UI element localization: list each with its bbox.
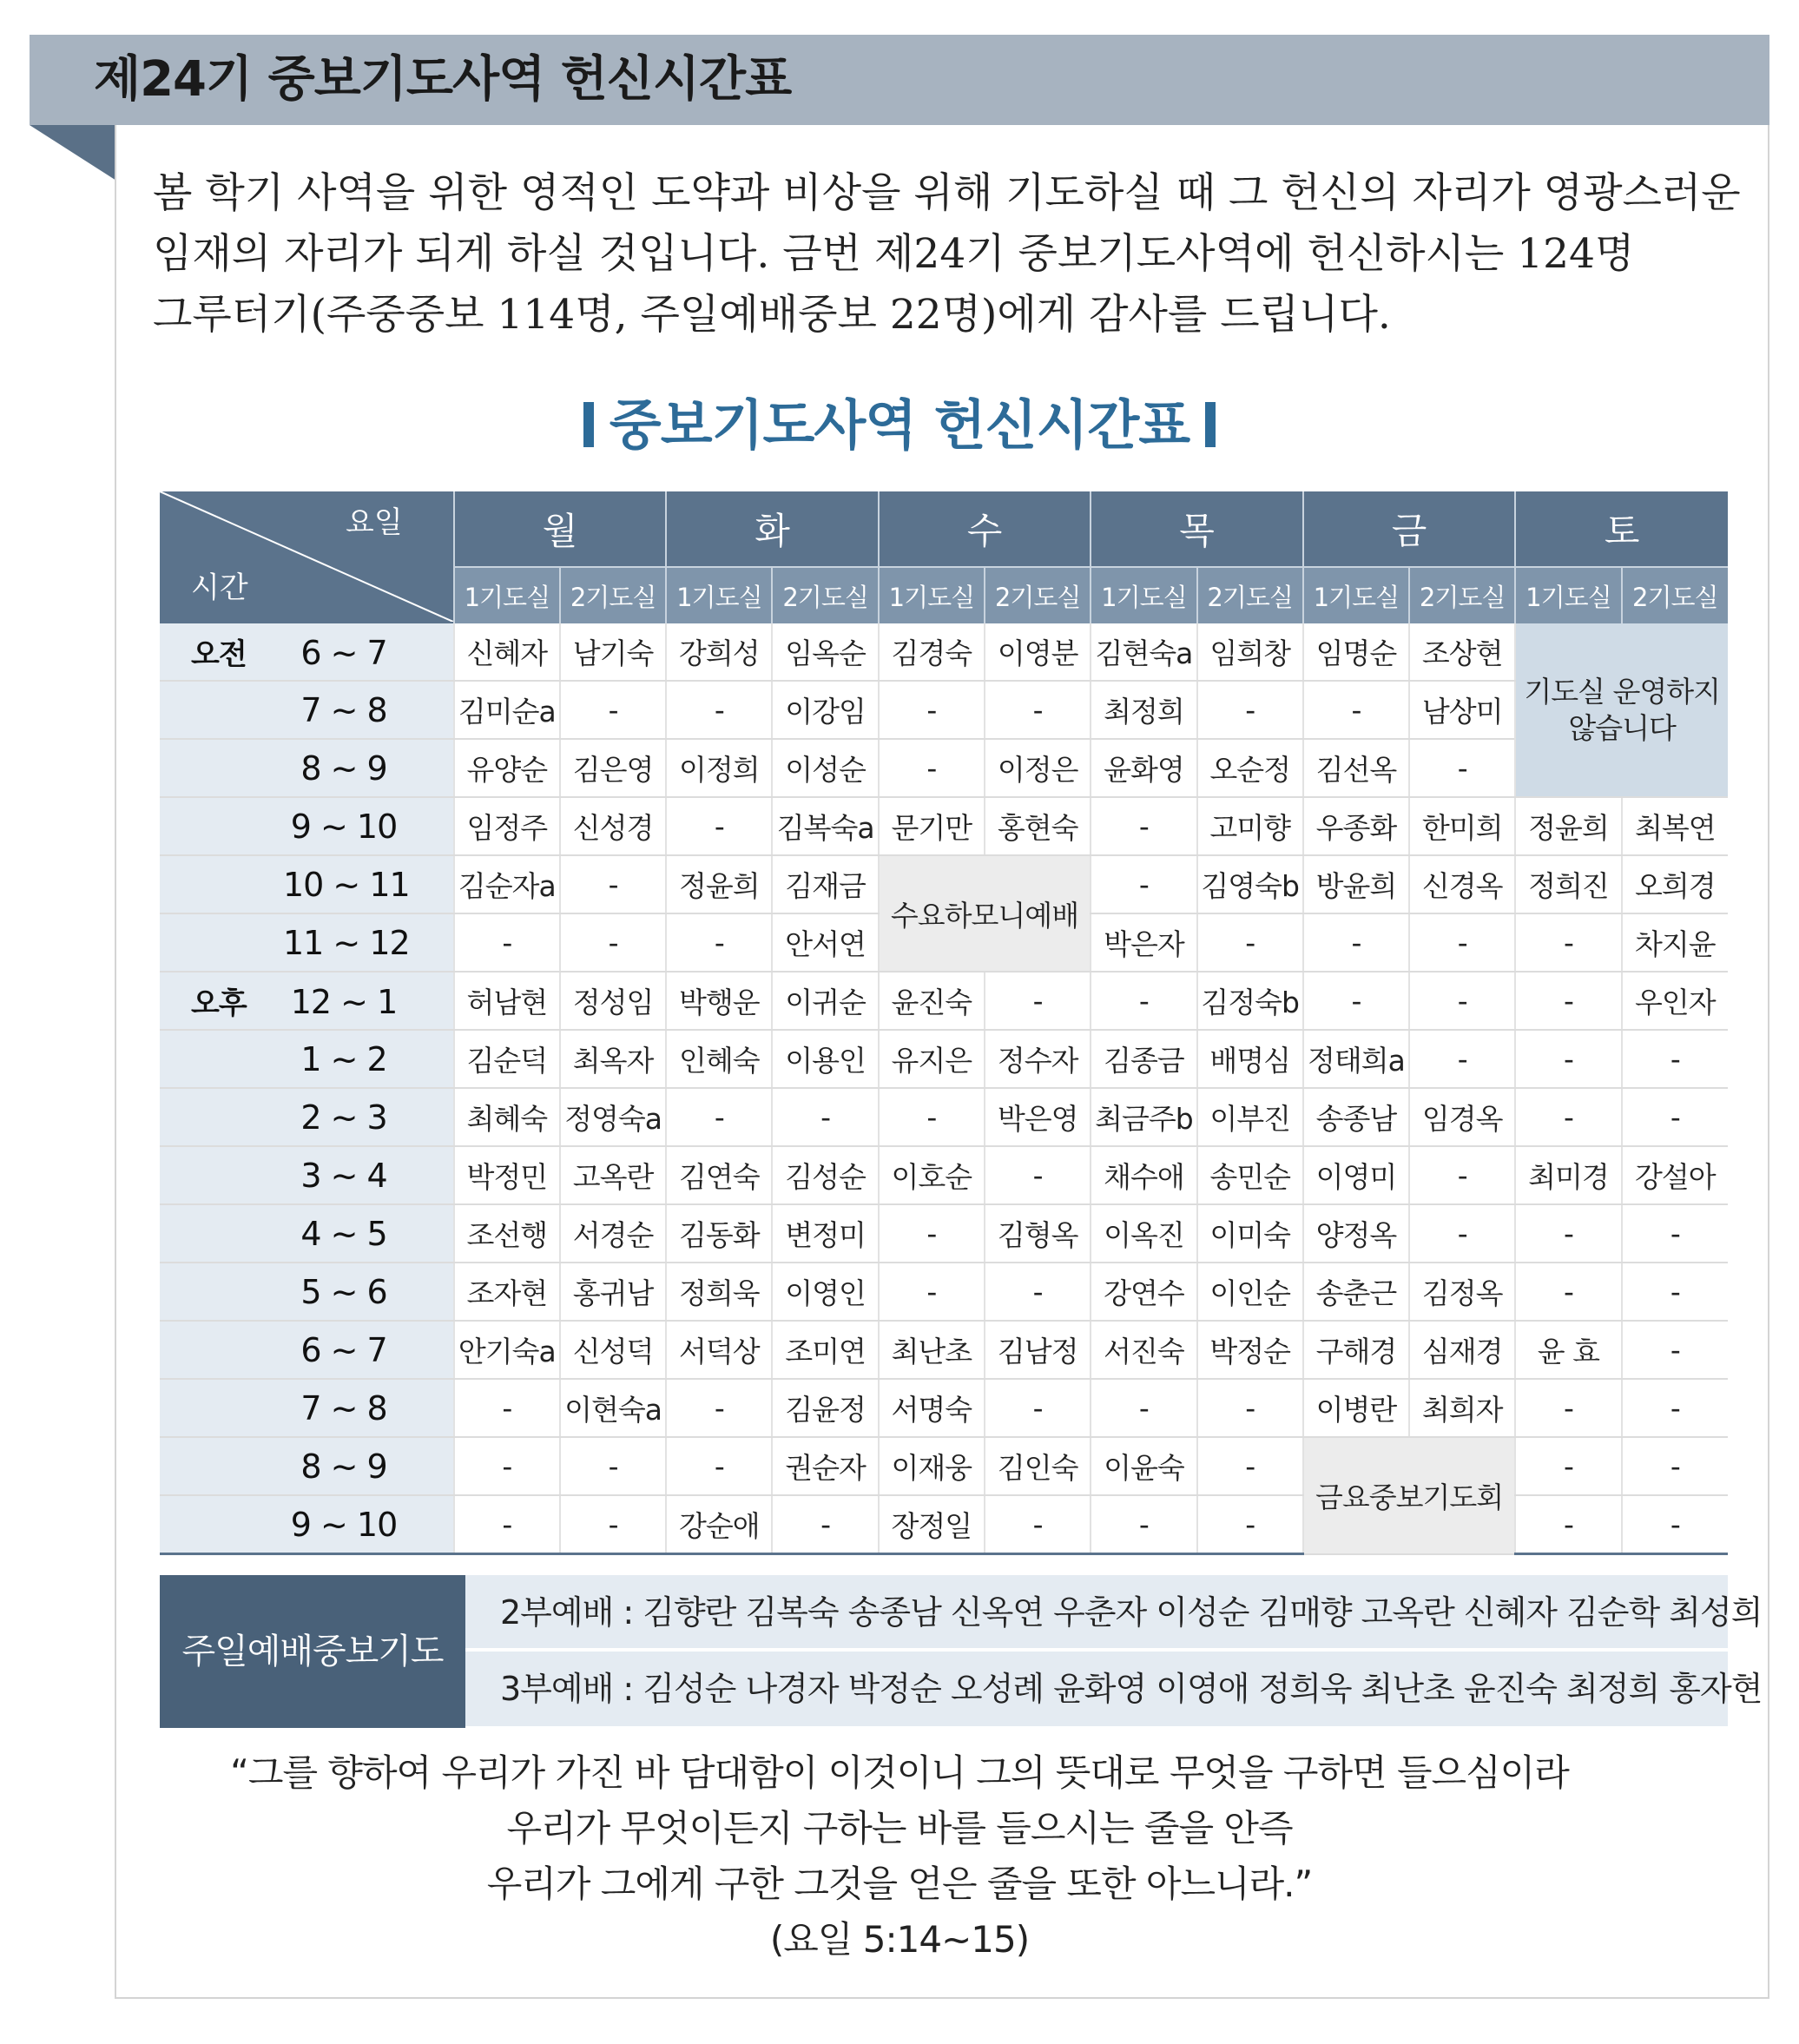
- schedule-cell: 최복연: [1622, 797, 1728, 855]
- schedule-cell: -: [1409, 1030, 1515, 1088]
- schedule-cell: 양정옥: [1303, 1204, 1409, 1263]
- schedule-cell: -: [560, 1495, 666, 1554]
- schedule-cell: 이영인: [772, 1263, 878, 1321]
- schedule-cell: 김현숙a: [1091, 623, 1196, 681]
- schedule-cell: 박행운: [666, 972, 772, 1030]
- sunday-row-2nd-service: 2부예배 : 김향란 김복숙 송종남 신옥연 우춘자 이성순 김매향 고옥란 신혜자 김순학 최성희: [465, 1575, 1728, 1650]
- schedule-cell: -: [1091, 1495, 1196, 1554]
- schedule-cell: -: [1091, 855, 1196, 913]
- time-slot: [160, 1263, 454, 1321]
- schedule-cell: -: [1515, 1379, 1621, 1437]
- schedule-cell: 정영숙a: [560, 1088, 666, 1146]
- schedule-cell: 신성경: [560, 797, 666, 855]
- schedule-cell: -: [1515, 913, 1621, 972]
- schedule-cell: 송종남: [1303, 1088, 1409, 1146]
- wednesday-service: 수요하모니예배: [879, 855, 1091, 972]
- schedule-cell: 김윤정: [772, 1379, 878, 1437]
- schedule-cell: 이호순: [879, 1146, 985, 1204]
- schedule-cell: 오순정: [1197, 739, 1303, 797]
- schedule-cell: -: [1515, 1204, 1621, 1263]
- schedule-cell: 이옥진: [1091, 1204, 1196, 1263]
- room-header: 1기도실: [1303, 567, 1409, 623]
- time-slot: [160, 623, 454, 681]
- schedule-cell: -: [1622, 1030, 1728, 1088]
- table-row: [160, 797, 1728, 855]
- schedule-cell: -: [1303, 913, 1409, 972]
- schedule-cell: -: [560, 855, 666, 913]
- schedule-cell: 오희경: [1622, 855, 1728, 913]
- time-range: 8 ~ 9: [300, 1447, 387, 1486]
- schedule-cell: 서덕상: [666, 1321, 772, 1379]
- table-row: [160, 1146, 1728, 1204]
- schedule-cell: -: [985, 1146, 1091, 1204]
- time-range: 11 ~ 12: [283, 923, 410, 962]
- schedule-cell: -: [879, 1088, 985, 1146]
- schedule-cell: -: [560, 913, 666, 972]
- schedule-cell: 김은영: [560, 739, 666, 797]
- schedule-cell: 정수자: [985, 1030, 1091, 1088]
- schedule-cell: 김연숙: [666, 1146, 772, 1204]
- verse-reference: (요일 5:14~15): [769, 1918, 1030, 1961]
- schedule-cell: 조미연: [772, 1321, 878, 1379]
- schedule-cell: 조상현: [1409, 623, 1515, 681]
- schedule-cell: -: [1091, 972, 1196, 1030]
- schedule-cell: -: [1303, 681, 1409, 739]
- schedule-cell: 김정숙b: [1197, 972, 1303, 1030]
- schedule-cell: 김복숙a: [772, 797, 878, 855]
- schedule-cell: -: [1622, 1379, 1728, 1437]
- schedule-cell: -: [1409, 739, 1515, 797]
- schedule-cell: 남기숙: [560, 623, 666, 681]
- time-slot: [160, 739, 454, 797]
- schedule-cell: -: [1409, 972, 1515, 1030]
- period-label: 오전: [191, 637, 247, 672]
- schedule-cell: 한미희: [1409, 797, 1515, 855]
- schedule-cell: -: [454, 1379, 560, 1437]
- schedule-cell: 조선행: [454, 1204, 560, 1263]
- friday-prayer-meeting: 금요중보기도회: [1303, 1437, 1516, 1554]
- verse-line: “그를 향하여 우리가 가진 바 담대함이 이것이니 그의 뜻대로 무엇을 구하면 들으심이라: [230, 1751, 1569, 1794]
- schedule-cell: -: [985, 1263, 1091, 1321]
- schedule-cell: 구해경: [1303, 1321, 1409, 1379]
- schedule-cell: 김순자a: [454, 855, 560, 913]
- schedule-cell: 이영미: [1303, 1146, 1409, 1204]
- schedule-cell: 신경옥: [1409, 855, 1515, 913]
- verse-line: 우리가 무엇이든지 구하는 바를 들으시는 줄을 안즉: [506, 1807, 1293, 1849]
- schedule-cell: 허남현: [454, 972, 560, 1030]
- time-slot: [160, 855, 454, 913]
- corner-time-label: 시간: [191, 570, 248, 605]
- room-header: 2기도실: [1409, 567, 1515, 623]
- schedule-cell: -: [879, 1204, 985, 1263]
- schedule-cell: 이성순: [772, 739, 878, 797]
- room-header: 1기도실: [1091, 567, 1196, 623]
- schedule-cell: 남상미: [1409, 681, 1515, 739]
- intro-line: 그루터기(주중중보 114명, 주일예배중보 22명)에게 감사를 드립니다.: [153, 291, 1391, 339]
- schedule-cell: 임옥순: [772, 623, 878, 681]
- schedule-cell: 임희창: [1197, 623, 1303, 681]
- schedule-cell: 이병란: [1303, 1379, 1409, 1437]
- schedule-cell: 임정주: [454, 797, 560, 855]
- schedule-cell: 변정미: [772, 1204, 878, 1263]
- schedule-cell: -: [1515, 1495, 1621, 1554]
- schedule-cell: 방윤희: [1303, 855, 1409, 913]
- time-range: 1 ~ 2: [300, 1039, 387, 1078]
- time-slot: [160, 1321, 454, 1379]
- schedule-cell: 정윤희: [666, 855, 772, 913]
- schedule-cell: -: [454, 1437, 560, 1495]
- schedule-cell: 송춘근: [1303, 1263, 1409, 1321]
- table-row: [160, 972, 1728, 1030]
- schedule-cell: 김정옥: [1409, 1263, 1515, 1321]
- table-row: [160, 1379, 1728, 1437]
- schedule-cell: 심재경: [1409, 1321, 1515, 1379]
- schedule-cell: -: [772, 1088, 878, 1146]
- time-range: 6 ~ 7: [300, 634, 387, 672]
- room-header: 2기도실: [985, 567, 1091, 623]
- schedule-cell: 이인순: [1197, 1263, 1303, 1321]
- schedule-cell: -: [1197, 1379, 1303, 1437]
- schedule-cell: 유양순: [454, 739, 560, 797]
- schedule-cell: 서경순: [560, 1204, 666, 1263]
- schedule-cell: 김종금: [1091, 1030, 1196, 1088]
- schedule-cell: 최난초: [879, 1321, 985, 1379]
- time-range: 7 ~ 8: [300, 690, 387, 729]
- schedule-cell: 안기숙a: [454, 1321, 560, 1379]
- time-slot: [160, 1088, 454, 1146]
- table-row: [160, 1321, 1728, 1379]
- schedule-cell: -: [1197, 913, 1303, 972]
- schedule-cell: -: [666, 1437, 772, 1495]
- schedule-cell: -: [1622, 1204, 1728, 1263]
- schedule-cell: 고미향: [1197, 797, 1303, 855]
- schedule-cell: 장정일: [879, 1495, 985, 1554]
- schedule-cell: 이정희: [666, 739, 772, 797]
- time-range: 6 ~ 7: [300, 1330, 387, 1369]
- room-header: 1기도실: [666, 567, 772, 623]
- bible-verse: [0, 1745, 1799, 1968]
- schedule-cell: 정태희a: [1303, 1030, 1409, 1088]
- schedule-cell: -: [454, 1495, 560, 1554]
- schedule-cell: 안서연: [772, 913, 878, 972]
- time-slot: [160, 681, 454, 739]
- section-title: [0, 382, 1799, 459]
- schedule-cell: 박정순: [1197, 1321, 1303, 1379]
- schedule-cell: 김미순a: [454, 681, 560, 739]
- schedule-cell: 유지은: [879, 1030, 985, 1088]
- time-slot: [160, 1204, 454, 1263]
- schedule-cell: 최혜숙: [454, 1088, 560, 1146]
- schedule-cell: -: [879, 1263, 985, 1321]
- schedule-cell: 정성임: [560, 972, 666, 1030]
- schedule-cell: 김경숙: [879, 623, 985, 681]
- schedule-cell: 차지윤: [1622, 913, 1728, 972]
- schedule-cell: 김남정: [985, 1321, 1091, 1379]
- title-bar-right: [1205, 402, 1216, 447]
- table-row: [160, 739, 1728, 797]
- schedule-cell: -: [1409, 1146, 1515, 1204]
- schedule-cell: -: [454, 913, 560, 972]
- schedule-cell: 박정민: [454, 1146, 560, 1204]
- day-header: 화: [666, 491, 879, 567]
- schedule-cell: -: [1091, 797, 1196, 855]
- sunday-label: 주일예배중보기도: [160, 1575, 465, 1728]
- room-header: 2기도실: [1622, 567, 1728, 623]
- schedule-cell: 최정희: [1091, 681, 1196, 739]
- day-header: 금: [1303, 491, 1516, 567]
- section-title-text: 중보기도사역 헌신시간표: [609, 393, 1190, 457]
- schedule-cell: -: [1303, 972, 1409, 1030]
- table-row: [160, 1204, 1728, 1263]
- verse-line: 우리가 그에게 구한 그것을 얻은 줄을 또한 아느니라.”: [486, 1863, 1313, 1905]
- schedule-cell: 인혜숙: [666, 1030, 772, 1088]
- schedule-cell: 이윤숙: [1091, 1437, 1196, 1495]
- schedule-cell: 강연수: [1091, 1263, 1196, 1321]
- time-slot: [160, 972, 454, 1030]
- intro-paragraph: [153, 163, 1742, 346]
- sunday-row-3rd-service: 3부예배 : 김성순 나경자 박정순 오성례 윤화영 이영애 정희욱 최난초 윤진숙 최정희 홍자현: [465, 1652, 1728, 1726]
- schedule-cell: 우인자: [1622, 972, 1728, 1030]
- schedule-cell: 임명순: [1303, 623, 1409, 681]
- schedule-cell: 권순자: [772, 1437, 878, 1495]
- schedule-cell: -: [985, 681, 1091, 739]
- table-row: [160, 681, 1728, 739]
- schedule-cell: -: [1409, 913, 1515, 972]
- page-title: 제24기 중보기도사역 헌신시간표: [94, 51, 792, 108]
- schedule-cell: 강설아: [1622, 1146, 1728, 1204]
- room-header: 2기도실: [1197, 567, 1303, 623]
- day-header: 수: [879, 491, 1091, 567]
- schedule-cell: 최옥자: [560, 1030, 666, 1088]
- schedule-cell: 박은영: [985, 1088, 1091, 1146]
- time-range: 9 ~ 10: [290, 807, 398, 846]
- schedule-cell: 강순애: [666, 1495, 772, 1554]
- table-row: [160, 1088, 1728, 1146]
- schedule-cell: -: [1622, 1321, 1728, 1379]
- schedule-cell: -: [1622, 1437, 1728, 1495]
- room-header: 2기도실: [560, 567, 666, 623]
- schedule-cell: 고옥란: [560, 1146, 666, 1204]
- room-header: 1기도실: [454, 567, 560, 623]
- schedule-cell: -: [1515, 1030, 1621, 1088]
- closed-notice: 기도실 운영하지 않습니다: [1515, 623, 1728, 797]
- schedule-table: [160, 491, 1728, 1555]
- schedule-cell: -: [1197, 681, 1303, 739]
- schedule-cell: 윤화영: [1091, 739, 1196, 797]
- schedule-cell: 강희성: [666, 623, 772, 681]
- schedule-cell: -: [1622, 1263, 1728, 1321]
- schedule-cell: -: [1091, 1379, 1196, 1437]
- time-range: 3 ~ 4: [300, 1156, 387, 1195]
- schedule-cell: -: [1515, 1263, 1621, 1321]
- schedule-cell: 이현숙a: [560, 1379, 666, 1437]
- schedule-cell: 박은자: [1091, 913, 1196, 972]
- schedule-cell: 홍귀남: [560, 1263, 666, 1321]
- time-slot: [160, 1146, 454, 1204]
- schedule-cell: 임경옥: [1409, 1088, 1515, 1146]
- schedule-cell: -: [1515, 1437, 1621, 1495]
- schedule-cell: 이영분: [985, 623, 1091, 681]
- schedule-cell: 김동화: [666, 1204, 772, 1263]
- schedule-cell: -: [985, 972, 1091, 1030]
- schedule-cell: 채수애: [1091, 1146, 1196, 1204]
- time-slot: [160, 1437, 454, 1495]
- schedule-cell: -: [772, 1495, 878, 1554]
- time-slot: [160, 1379, 454, 1437]
- schedule-cell: 김인숙: [985, 1437, 1091, 1495]
- schedule-cell: 김순덕: [454, 1030, 560, 1088]
- time-range: 12 ~ 1: [290, 983, 398, 1021]
- schedule-cell: -: [985, 1379, 1091, 1437]
- header-fold-corner: [30, 125, 116, 181]
- schedule-cell: 이재웅: [879, 1437, 985, 1495]
- schedule-cell: 이용인: [772, 1030, 878, 1088]
- schedule-cell: -: [1622, 1495, 1728, 1554]
- table-row: [160, 1437, 1728, 1495]
- schedule-cell: -: [1197, 1495, 1303, 1554]
- schedule-cell: 김성순: [772, 1146, 878, 1204]
- title-bar-left: [583, 402, 594, 447]
- schedule-cell: -: [666, 1379, 772, 1437]
- time-range: 8 ~ 9: [300, 748, 387, 788]
- schedule-cell: 문기만: [879, 797, 985, 855]
- schedule-cell: 우종화: [1303, 797, 1409, 855]
- schedule-cell: 김영숙b: [1197, 855, 1303, 913]
- schedule-cell: 서진숙: [1091, 1321, 1196, 1379]
- schedule-cell: 신성덕: [560, 1321, 666, 1379]
- room-header: 1기도실: [879, 567, 985, 623]
- time-range: 10 ~ 11: [283, 865, 410, 904]
- room-header: 2기도실: [772, 567, 878, 623]
- schedule-cell: -: [560, 681, 666, 739]
- corner-cell: [160, 491, 454, 623]
- time-range: 4 ~ 5: [300, 1214, 387, 1253]
- schedule-cell: 김선옥: [1303, 739, 1409, 797]
- schedule-cell: 김형옥: [985, 1204, 1091, 1263]
- schedule-cell: 이미숙: [1197, 1204, 1303, 1263]
- schedule-cell: 정희진: [1515, 855, 1621, 913]
- period-label: 오후: [191, 986, 247, 1021]
- frame-border-bottom: [115, 1997, 1769, 1999]
- day-header: 월: [454, 491, 667, 567]
- schedule-cell: 홍현숙: [985, 797, 1091, 855]
- schedule-cell: 서명숙: [879, 1379, 985, 1437]
- room-header: 1기도실: [1515, 567, 1621, 623]
- schedule-cell: -: [879, 739, 985, 797]
- time-slot: [160, 797, 454, 855]
- schedule-cell: 이정은: [985, 739, 1091, 797]
- schedule-cell: -: [1409, 1204, 1515, 1263]
- table-row: [160, 1030, 1728, 1088]
- schedule-cell: 조자현: [454, 1263, 560, 1321]
- schedule-cell: 신혜자: [454, 623, 560, 681]
- intro-line: 봄 학기 사역을 위한 영적인 도약과 비상을 위해 기도하실 때 그 헌신의 자리가 영광스러운: [153, 169, 1741, 217]
- schedule-cell: 이부진: [1197, 1088, 1303, 1146]
- time-range: 2 ~ 3: [300, 1098, 387, 1137]
- schedule-cell: -: [1197, 1437, 1303, 1495]
- schedule-cell: 정희욱: [666, 1263, 772, 1321]
- time-slot: [160, 913, 454, 972]
- schedule-cell: -: [985, 1495, 1091, 1554]
- schedule-cell: 정윤희: [1515, 797, 1621, 855]
- time-range: 7 ~ 8: [300, 1388, 387, 1428]
- time-range: 9 ~ 10: [290, 1505, 398, 1544]
- schedule-cell: 윤 효: [1515, 1321, 1621, 1379]
- time-slot: [160, 1030, 454, 1088]
- schedule-cell: -: [666, 797, 772, 855]
- day-header: 토: [1515, 491, 1728, 567]
- schedule-cell: 이귀순: [772, 972, 878, 1030]
- table-row: [160, 855, 1728, 913]
- time-range: 5 ~ 6: [300, 1272, 387, 1311]
- intro-line: 임재의 자리가 되게 하실 것입니다. 금번 제24기 중보기도사역에 헌신하시는 124명: [153, 230, 1635, 278]
- schedule-cell: -: [1515, 1088, 1621, 1146]
- table-row: [160, 1263, 1728, 1321]
- schedule-cell: -: [666, 1088, 772, 1146]
- schedule-cell: 최희자: [1409, 1379, 1515, 1437]
- schedule-cell: 최미경: [1515, 1146, 1621, 1204]
- time-slot: [160, 1495, 454, 1554]
- schedule-cell: -: [666, 913, 772, 972]
- schedule-cell: -: [879, 681, 985, 739]
- schedule-cell: -: [666, 681, 772, 739]
- schedule-cell: -: [1515, 972, 1621, 1030]
- schedule-cell: 배명심: [1197, 1030, 1303, 1088]
- schedule-cell: -: [560, 1437, 666, 1495]
- schedule-cell: 최금주b: [1091, 1088, 1196, 1146]
- corner-day-label: 요일: [346, 505, 403, 540]
- day-header: 목: [1091, 491, 1303, 567]
- schedule-cell: -: [1622, 1088, 1728, 1146]
- schedule-cell: 윤진숙: [879, 972, 985, 1030]
- schedule-cell: 김재금: [772, 855, 878, 913]
- day-header-row: [160, 491, 1728, 567]
- schedule-cell: 이강임: [772, 681, 878, 739]
- table-row: [160, 623, 1728, 681]
- schedule-cell: 송민순: [1197, 1146, 1303, 1204]
- sunday-prayer-box: [160, 1575, 1763, 1728]
